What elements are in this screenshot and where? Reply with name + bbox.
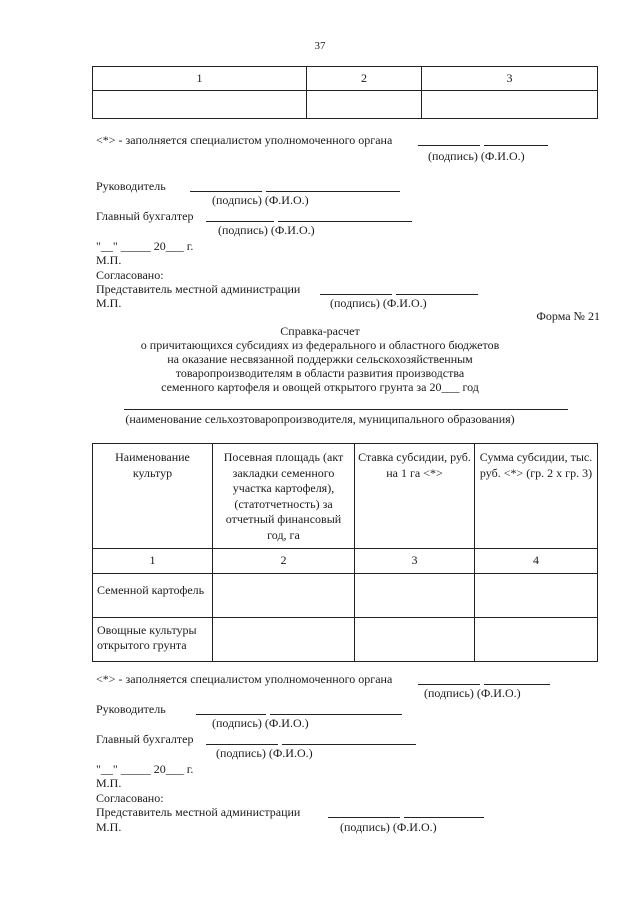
table-cell[interactable] xyxy=(475,573,598,617)
name-line[interactable] xyxy=(282,744,416,745)
signature-line[interactable] xyxy=(206,744,278,745)
name-line[interactable] xyxy=(404,817,484,818)
form-title-line: о причитающихся субсидиях из федерального и областного бюджетов xyxy=(140,338,500,352)
table-row xyxy=(93,573,598,617)
signature-caption: (подпись) (Ф.И.О.) xyxy=(212,193,309,207)
signature-line[interactable] xyxy=(196,714,266,715)
signature-line[interactable] xyxy=(190,191,262,192)
signature-line[interactable] xyxy=(206,221,274,222)
signature-line[interactable] xyxy=(320,294,392,295)
table-header-cell: 3 xyxy=(422,67,598,91)
table-cell[interactable] xyxy=(355,573,475,617)
signature-caption: (подпись) (Ф.И.О.) xyxy=(216,746,313,760)
form-title: Справка-расчет xyxy=(280,324,360,338)
table-cell[interactable] xyxy=(213,617,355,661)
column-header: Посевная площадь (акт закладки семенного участка картофеля), (статотчетность) за отчетный финансовый год, га xyxy=(213,444,355,549)
stamp-label: М.П. xyxy=(96,296,122,310)
table-header-cell: 1 xyxy=(93,67,307,91)
footnote-text: <*> - заполняется специалистом уполномоченного органа xyxy=(96,133,393,147)
column-number: 2 xyxy=(213,548,355,573)
accountant-label: Главный бухгалтер xyxy=(96,732,194,746)
form-title-line: товаропроизводителям в области развития производства xyxy=(175,366,465,380)
column-number: 1 xyxy=(93,548,213,573)
stamp-label: М.П. xyxy=(96,820,122,834)
signature-caption: (подпись) (Ф.И.О.) xyxy=(218,223,315,237)
head-label: Руководитель xyxy=(96,702,166,716)
representative-label: Представитель местной администрации xyxy=(96,282,301,296)
column-header: Наименование культур xyxy=(93,444,213,549)
table-cell[interactable] xyxy=(422,91,598,119)
accountant-label: Главный бухгалтер xyxy=(96,209,194,223)
name-line[interactable] xyxy=(484,684,550,685)
name-line[interactable] xyxy=(396,294,478,295)
signature-caption: (подпись) (Ф.И.О.) xyxy=(424,686,521,700)
form-number: Форма № 21 xyxy=(536,309,600,323)
column-number: 3 xyxy=(355,548,475,573)
signature-line[interactable] xyxy=(328,817,400,818)
table-cell[interactable] xyxy=(213,573,355,617)
name-line[interactable] xyxy=(270,714,402,715)
page-number: 37 xyxy=(314,40,326,52)
name-line[interactable] xyxy=(266,191,400,192)
table-row xyxy=(93,67,598,91)
signature-caption: (подпись) (Ф.И.О.) xyxy=(212,716,309,730)
column-header: Сумма субсидии, тыс. руб. <*> (гр. 2 х гр. 3) xyxy=(475,444,598,549)
column-header: Ставка субсидии, руб. на 1 га <*> xyxy=(355,444,475,549)
table-cell[interactable] xyxy=(307,91,422,119)
table-header-row xyxy=(93,444,598,549)
form-title-line: на оказание несвязанной поддержки сельскохозяйственным xyxy=(167,352,473,366)
date-field: "__" _____ 20___ г. xyxy=(96,239,194,253)
table-row xyxy=(93,617,598,661)
footnote-text: <*> - заполняется специалистом уполномоченного органа xyxy=(96,672,393,686)
signature-caption: (подпись) (Ф.И.О.) xyxy=(340,820,437,834)
table-row xyxy=(93,548,598,573)
signature-caption: (подпись) (Ф.И.О.) xyxy=(428,149,525,163)
stamp-label: М.П. xyxy=(96,776,122,790)
date-field: "__" _____ 20___ г. xyxy=(96,762,194,776)
agreed-label: Согласовано: xyxy=(96,791,164,805)
subsidy-table xyxy=(92,443,598,662)
producer-name-line[interactable] xyxy=(124,409,568,410)
top-table xyxy=(92,66,598,119)
producer-name-caption: (наименование сельхозтоваропроизводителя, муниципального образования) xyxy=(125,412,515,426)
signature-caption: (подпись) (Ф.И.О.) xyxy=(330,296,427,310)
name-line[interactable] xyxy=(278,221,412,222)
form-title-line: семенного картофеля и овощей открытого грунта за 20___ год xyxy=(161,380,479,394)
table-cell[interactable] xyxy=(475,617,598,661)
crop-name: Семенной картофель xyxy=(93,573,213,617)
representative-label: Представитель местной администрации xyxy=(96,805,301,819)
name-line[interactable] xyxy=(484,145,548,146)
head-label: Руководитель xyxy=(96,179,166,193)
table-cell[interactable] xyxy=(93,91,307,119)
table-row xyxy=(93,91,598,119)
stamp-label: М.П. xyxy=(96,253,122,267)
column-number: 4 xyxy=(475,548,598,573)
table-header-cell: 2 xyxy=(307,67,422,91)
agreed-label: Согласовано: xyxy=(96,268,164,282)
signature-line[interactable] xyxy=(418,684,480,685)
signature-line[interactable] xyxy=(418,145,480,146)
crop-name: Овощные культуры открытого грунта xyxy=(93,617,213,661)
table-cell[interactable] xyxy=(355,617,475,661)
